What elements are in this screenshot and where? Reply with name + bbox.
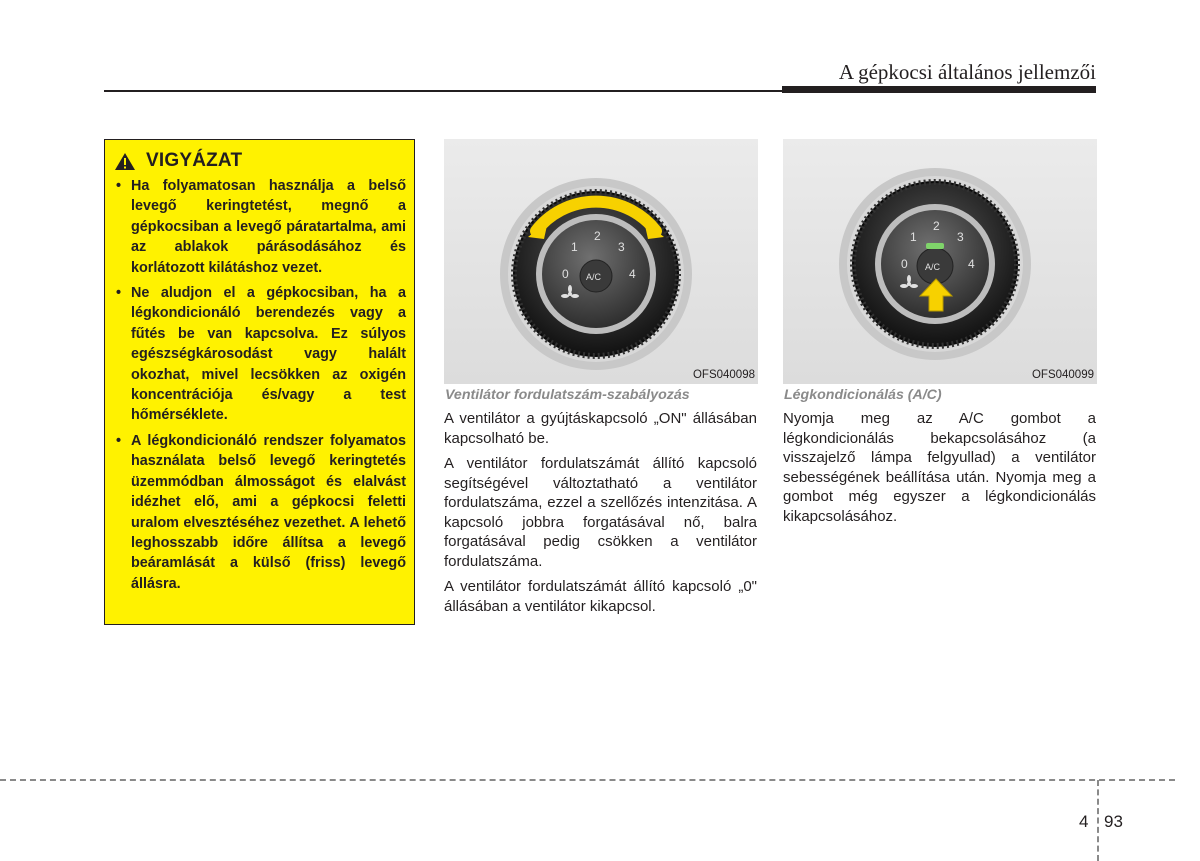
knob-number-0: 0 — [562, 267, 569, 281]
paragraph: A ventilátor fordulatszámát állító kapcsoló segítségével változtatható a ventilátor fordulatszáma, ezzel a szellőzés intenzitása. A kapcsoló jobbra forgatásával nő, balra forgatásával pedig csökken a ventilátor fordulatszáma. — [444, 455, 757, 570]
warning-box — [104, 139, 415, 625]
knob-number-3: 3 — [957, 230, 964, 244]
fan-section-body — [444, 409, 757, 622]
ac-button-figure — [783, 139, 1097, 384]
warning-title: VIGYÁZAT — [146, 150, 243, 171]
header-rule-accent — [782, 86, 1096, 93]
warning-list — [114, 176, 406, 594]
knob-number-1: 1 — [910, 230, 917, 244]
warning-triangle-icon — [114, 152, 136, 171]
knob-center-label: A/C — [586, 272, 602, 282]
bullet: • — [116, 178, 122, 194]
footer-rule — [0, 779, 1175, 781]
paragraph: A ventilátor fordulatszámát állító kapcsoló „0" állásában a ventilátor kikapcsol. — [444, 578, 757, 615]
knob-number-0: 0 — [901, 257, 908, 271]
fan-speed-knob-figure — [444, 139, 758, 384]
warning-item — [114, 283, 406, 426]
bullet: • — [116, 285, 122, 302]
knob-number-3: 3 — [618, 240, 625, 254]
page-number: 93 — [1104, 812, 1123, 831]
warning-item-text: A légkondicionáló rendszer folyamatos használata belső levegő keringtetés üzemmódban álmosságot és elalvást idézhet elő, ami a gépkocsi feletti uralom elvesztéséhez vezethet. A lehető leghosszabb időre állítsa a levegő beáramlását a külső (friss) levegő állásra. — [131, 432, 406, 592]
warning-item — [114, 431, 406, 594]
fan-section-caption: Ventilátor fordulatszám-szabályozás — [445, 387, 690, 403]
knob-number-1: 1 — [571, 240, 578, 254]
paragraph: A ventilátor a gyújtáskapcsoló „ON" állásában kapcsolható be. — [444, 410, 757, 447]
fan-knob-illustration — [444, 139, 758, 384]
knob-number-4: 4 — [629, 267, 636, 281]
warning-item — [114, 176, 406, 278]
ac-section-body — [783, 409, 1096, 532]
figure-code: OFS040099 — [1031, 369, 1094, 381]
chapter-number: 4 — [1079, 812, 1089, 831]
knob-number-2: 2 — [933, 219, 940, 233]
knob-number-4: 4 — [968, 257, 975, 271]
figure-code: OFS040098 — [692, 369, 755, 381]
warning-item-text: Ne aludjon el a gépkocsiban, ha a légkondicionáló berendezés vagy a fűtés be van kapcsolva. Ez súlyos egészségkárosodást vagy halált okozhat, mivel lecsökken az oxigén koncentrációja és/vagy a test hőmérséklete. — [131, 285, 406, 424]
paragraph: Nyomja meg az A/C gombot a légkondicionálás bekapcsolásához (a visszajelző lámpa felgyullad) a ventilátor sebességének beállítása után. Nyomja meg a gombot még egyszer a légkondicionálás kikapcsolásához. — [783, 410, 1096, 525]
knob-number-2: 2 — [594, 229, 601, 243]
footer-divider — [1097, 780, 1099, 861]
ac-section-caption: Légkondicionálás (A/C) — [784, 387, 942, 403]
indicator-lamp-icon — [926, 243, 944, 249]
knob-center-label: A/C — [925, 262, 941, 272]
bullet: • — [116, 432, 122, 449]
header-title: A gépkocsi általános jellemzői — [838, 60, 1096, 84]
warning-heading — [114, 150, 406, 172]
warning-item-text: Ha folyamatosan használja a belső levegő keringtetést, megnő a gépkocsiban a levegő páratartalma, ami az ablakok párásodásához és korlátozott kilátáshoz vezet. — [131, 178, 406, 276]
ac-knob-illustration — [783, 139, 1097, 384]
